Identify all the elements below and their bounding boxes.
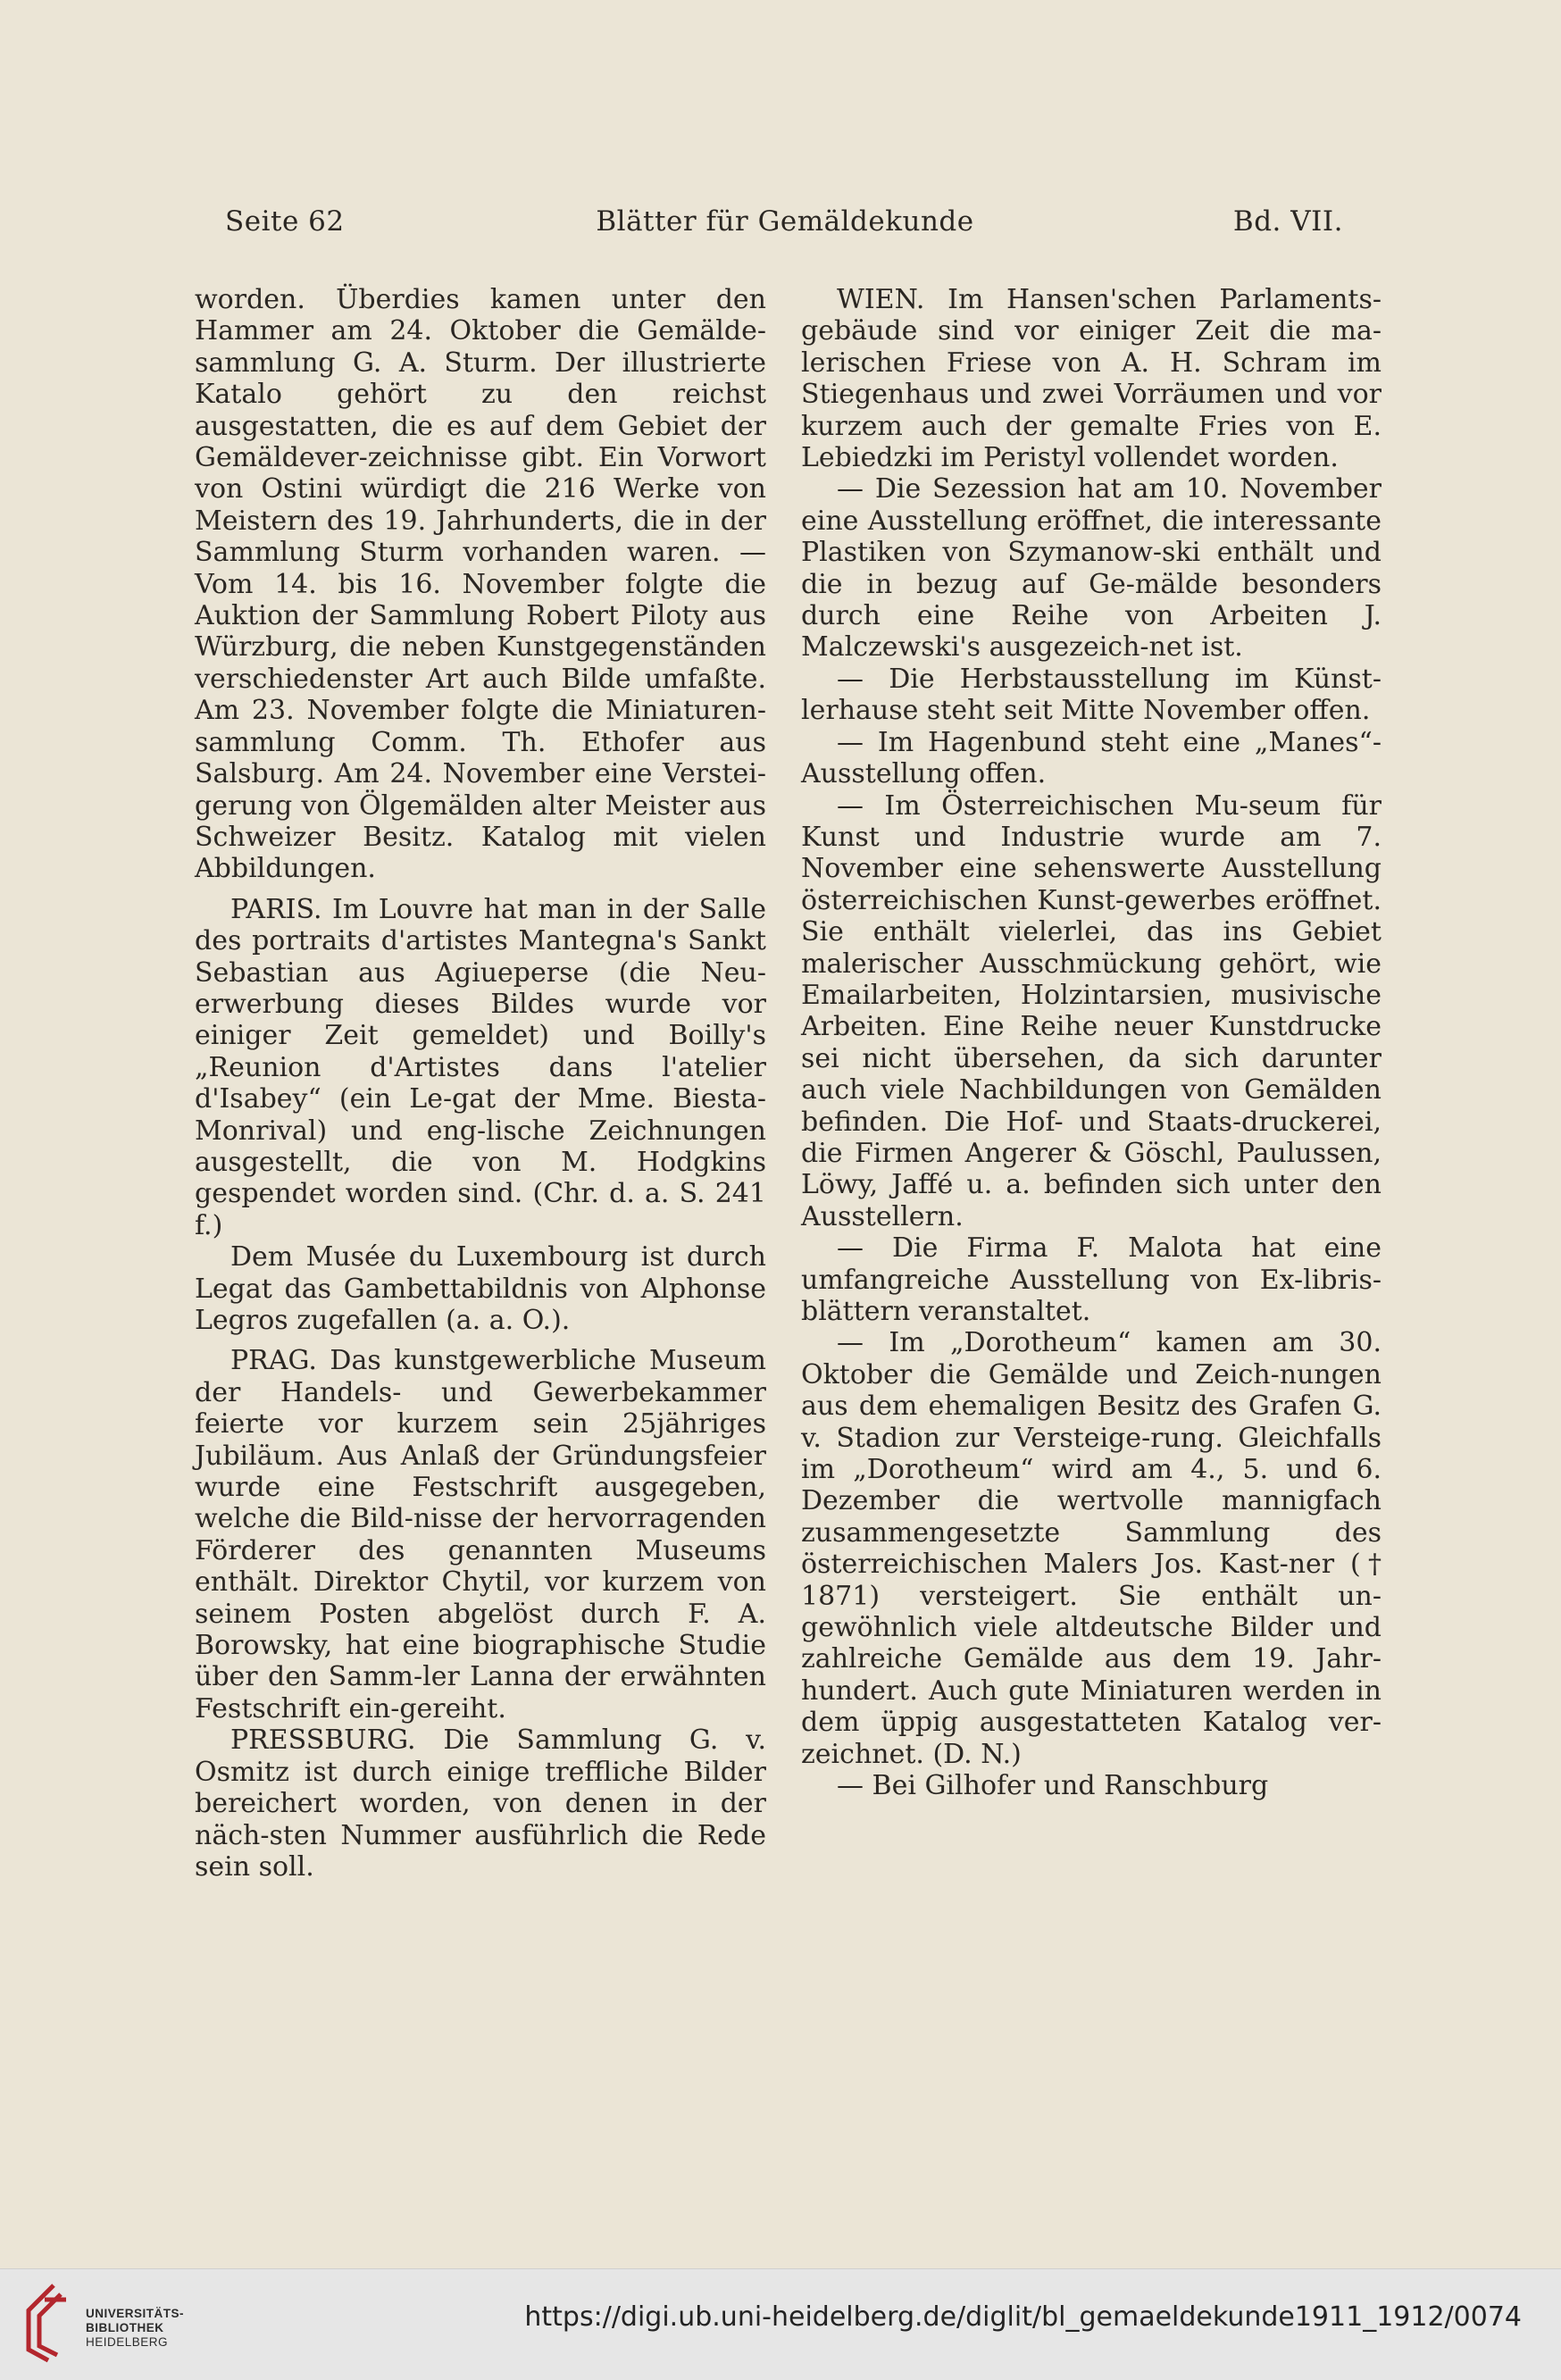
paragraph-auctions: worden. Überdies kamen unter den Hammer am 24. Oktober die Gemälde-sammlung G. A. Sturm. Der illustrierte Katalo gehört zu den reichst ausgestatten, die es auf dem Gebiet der Gemäldever-zeichnisse gibt. Ein Vorwort von Ostini würdigt die 216 Werke von Meistern des 19. Jahrhunderts, die in der Sammlung Sturm vorhanden waren. — Vom 14. bis 16. November folgte die Auktion der Sammlung Robert Piloty aus Würzburg, die neben Kunstgegenständen verschiedenster Art auch Bilde umfaßte. Am 23. November folgte die Miniaturen-sammlung Comm. Th. Ethofer aus Salsburg. Am 24. November eine Verstei-gerung von Ölgemälden alter Meister aus Schweizer Besitz. Katalog mit vielen Abbildungen.: [195, 284, 766, 885]
paragraph-wien: WIEN. Im Hansen'schen Parlaments-gebäude sind vor einiger Zeit die ma-lerischen Friese von A. H. Schram im Stiegenhaus und zwei Vorräumen und vor kurzem auch der gemalte Fries von E. Lebiedzki im Peristyl vollendet worden.: [801, 284, 1382, 474]
viewer-footer: [0, 2268, 1561, 2380]
right-column: [801, 284, 1382, 1802]
paragraph-dorotheum: — Im „Dorotheum“ kamen am 30. Oktober die Gemälde und Zeich-nungen aus dem ehemaligen Besitz des Grafen G. v. Stadion zur Versteige-rung. Gleichfalls im „Dorotheum“ wird am 4., 5. und 6. Dezember die wertvolle mannigfach zusammengesetzte Sammlung des österreichischen Malers Jos. Kast-ner († 1871) versteigert. Sie enthält un-gewöhnlich viele altdeutsche Bilder und zahlreiche Gemälde aus dem 19. Jahr-hundert. Auch gute Miniaturen werden in dem üppig ausgestatteten Katalog ver-zeichnet. (D. N.): [801, 1327, 1382, 1770]
paragraph-prag: PRAG. Das kunstgewerbliche Museum der Handels- und Gewerbekammer feierte vor kurzem sein 25jähriges Jubiläum. Aus Anlaß der Gründungsfeier wurde eine Festschrift ausgegeben, welche die Bild-nisse der hervorragenden Förderer des genannten Museums enthält. Direktor Chytil, vor kurzem von seinem Posten abgelöst durch F. A. Borowsky, hat eine biographische Studie über den Samm-ler Lanna der erwähnten Festschrift ein-gereiht.: [195, 1345, 766, 1724]
paragraph-kuenstlerhaus: — Die Herbstausstellung im Künst-lerhause steht seit Mitte November offen.: [801, 663, 1382, 727]
paragraph-museum: — Im Österreichischen Mu-seum für Kunst und Industrie wurde am 7. November eine sehenswerte Ausstellung österreichischen Kunst-gewerbes eröffnet. Sie enthält vielerlei, das ins Gebiet malerischer Ausschmückung gehört, wie Emailarbeiten, Holzintarsien, musivische Arbeiten. Eine Reihe neuer Kunstdrucke sei nicht übersehen, da sich darunter auch viele Nachbildungen von Gemälden befinden. Die Hof- und Staats-druckerei, die Firmen Angerer & Göschl, Paulussen, Löwy, Jaffé u. a. befinden sich unter den Ausstellern.: [801, 789, 1382, 1232]
volume-label: Bd. VII.: [1232, 205, 1343, 238]
paragraph-pressburg: PRESSBURG. Die Sammlung G. v. Osmitz ist durch einige treffliche Bilder bereichert worden, von denen in der näch-sten Nummer ausführlich die Rede sein soll.: [195, 1724, 766, 1883]
paragraph-luxembourg: Dem Musée du Luxembourg ist durch Legat das Gambettabildnis von Alphonse Legros zugefallen (a. a. O.).: [195, 1241, 766, 1336]
paragraph-malota: — Die Firma F. Malota hat eine umfangreiche Ausstellung von Ex-libris-blättern veranstaltet.: [801, 1232, 1382, 1327]
library-logo[interactable]: [16, 2280, 213, 2369]
left-column: [195, 284, 766, 1883]
page-number: Seite 62: [225, 205, 345, 238]
journal-title: Blätter für Gemäldekunde: [596, 205, 974, 238]
library-name: UNIVERSITÄTS- BIBLIOTHEK HEIDELBERG: [86, 2307, 185, 2349]
paragraph-sezession: — Die Sezession hat am 10. November eine Ausstellung eröffnet, die interessante Plastiken von Szymanow-ski enthält und die in bezug auf Ge-mälde besonders durch eine Reihe von Arbeiten J. Malczewski's ausgezeich-net ist.: [801, 473, 1382, 664]
paragraph-paris: PARIS. Im Louvre hat man in der Salle des portraits d'artistes Mantegna's Sankt Sebastian aus Agiueperse (die Neu-erwerbung dieses Bildes wurde vor einiger Zeit gemeldet) und Boilly's „Reunion d'Artistes dans l'atelier d'Isabey“ (ein Le-gat der Mme. Biesta-Monrival) und eng-lische Zeichnungen ausgestellt, die von M. Hodgkins gespendet worden sind. (Chr. d. a. S. 241 f.): [195, 893, 766, 1241]
permalink-url[interactable]: https://digi.ub.uni-heidelberg.de/diglit/bl_gemaeldekunde1911_1912/0074: [524, 2301, 1522, 2333]
paragraph-gilhofer: — Bei Gilhofer und Ranschburg: [837, 1770, 1269, 1802]
paragraph-hagenbund: — Im Hagenbund steht eine „Manes“-Ausstellung offen.: [801, 726, 1382, 790]
heidelberg-logo-icon: [18, 2280, 73, 2366]
running-head: [223, 205, 1347, 245]
